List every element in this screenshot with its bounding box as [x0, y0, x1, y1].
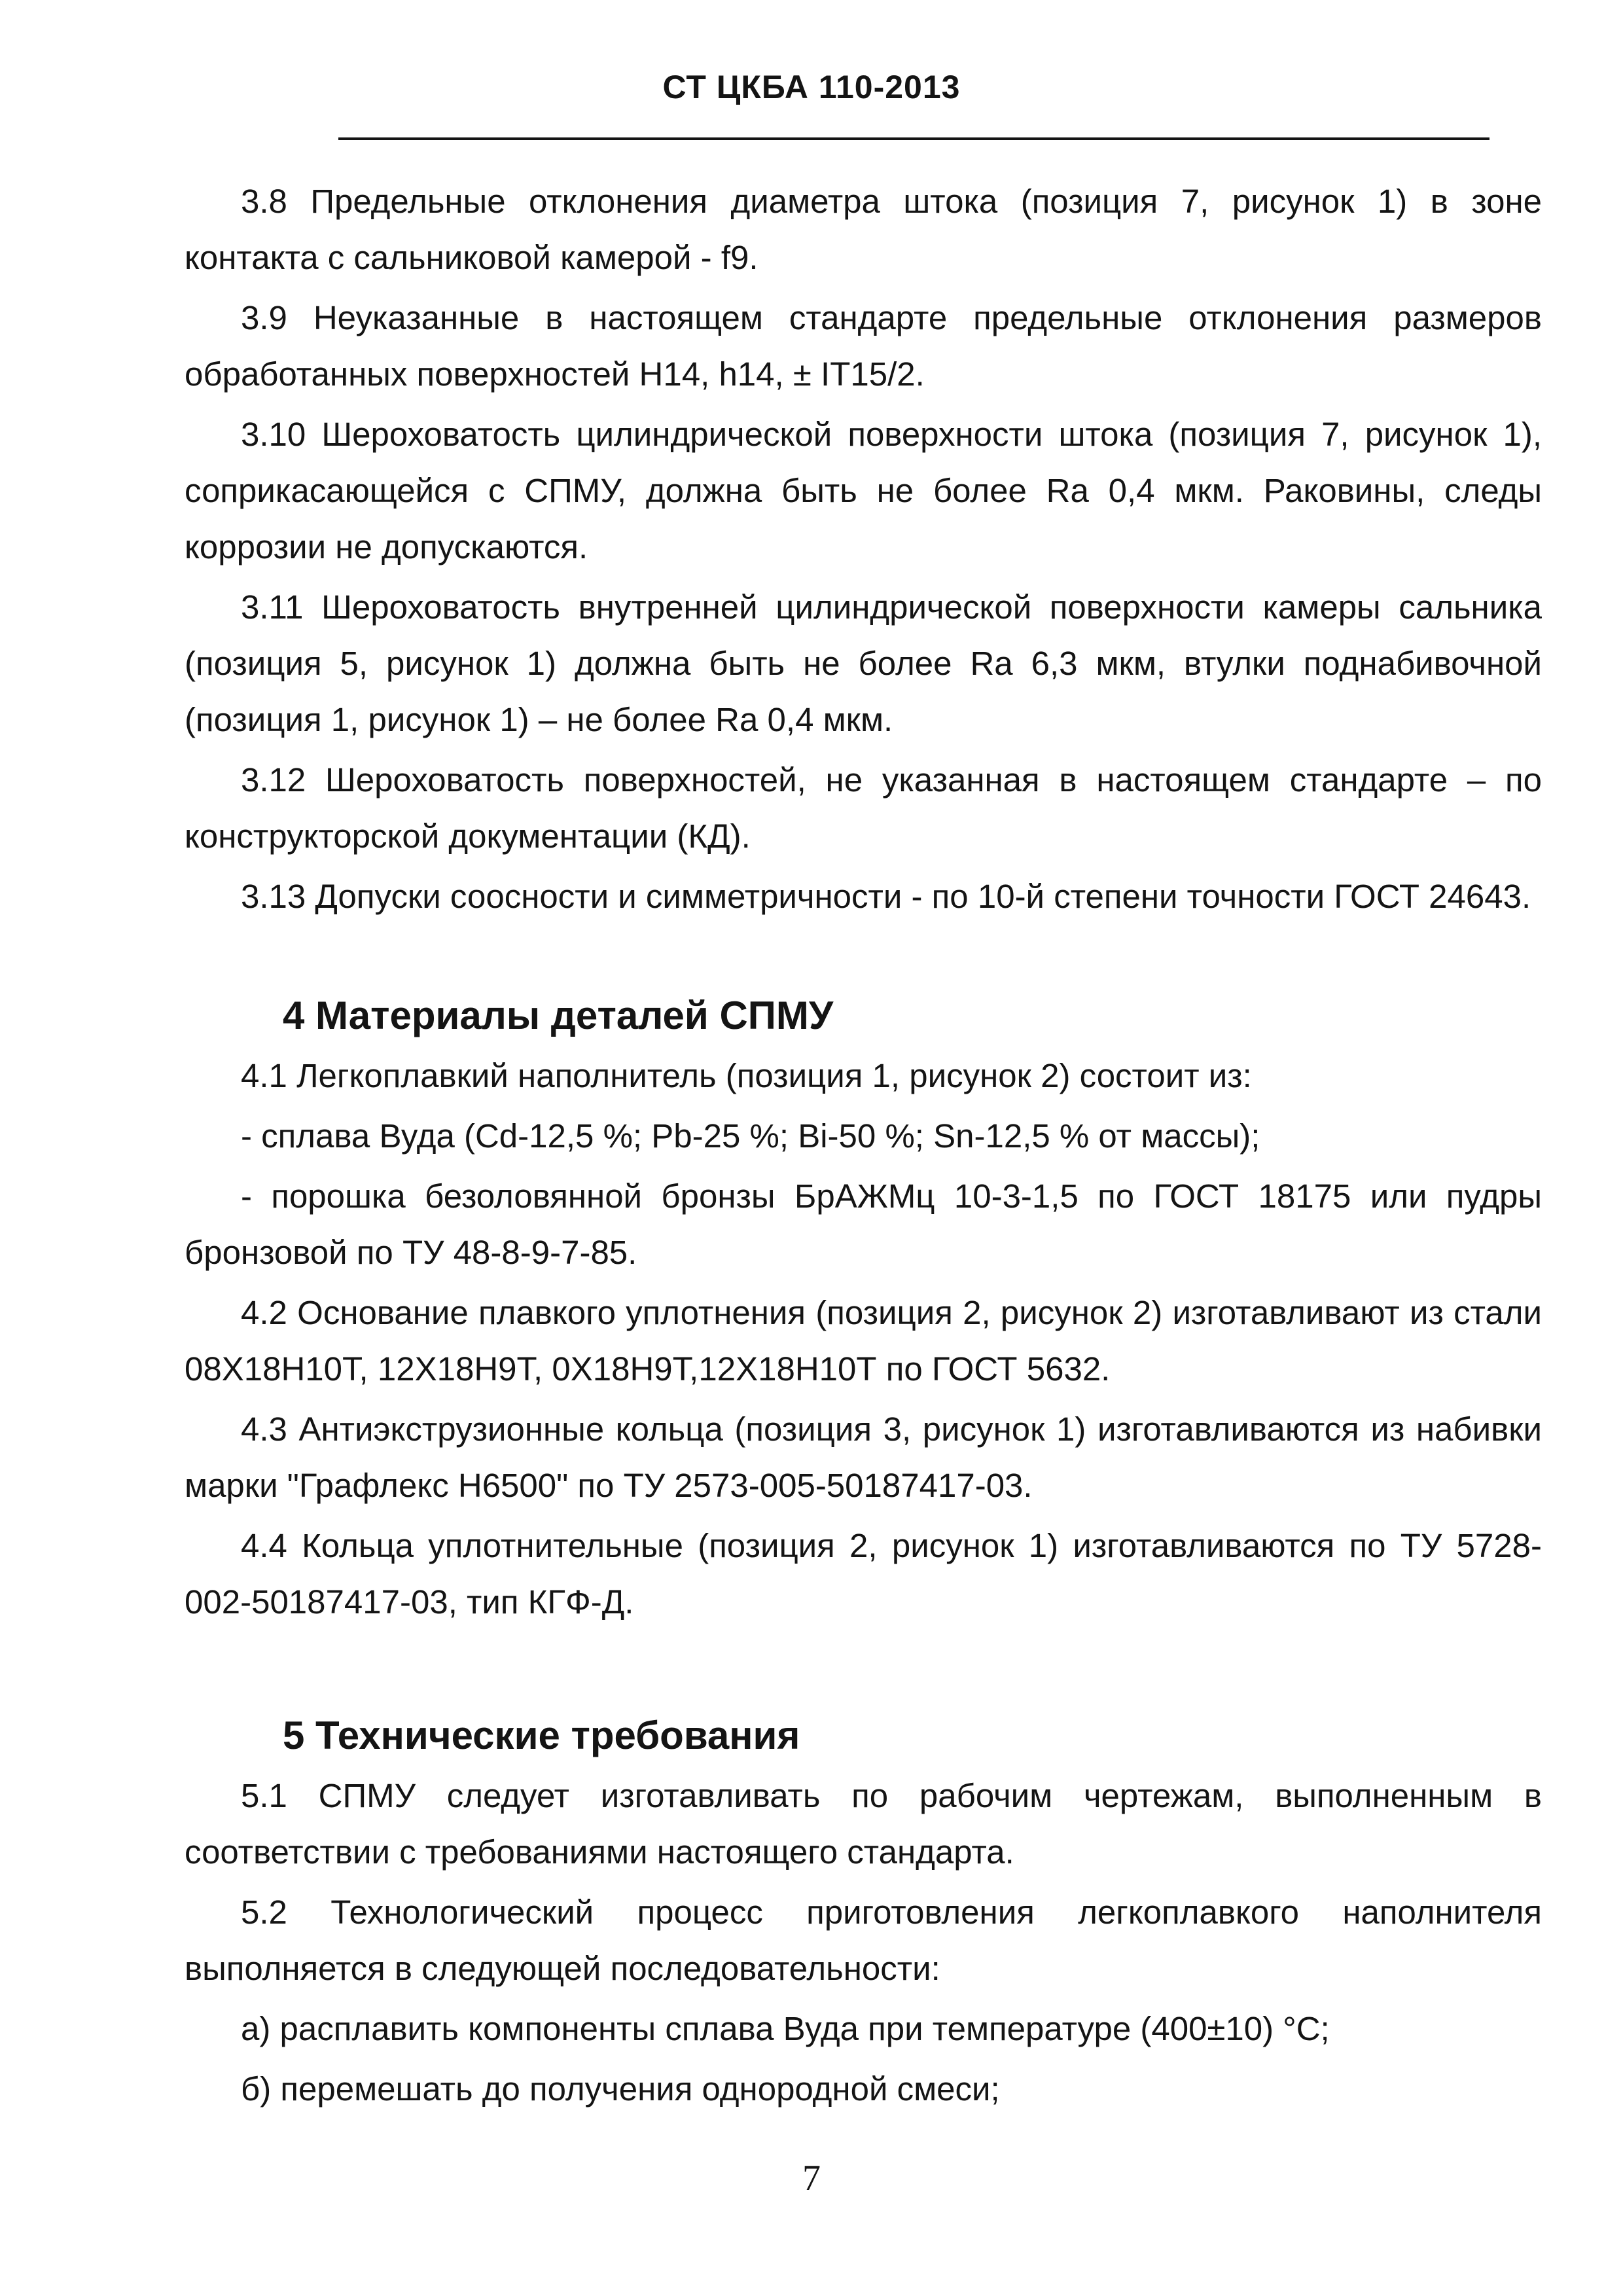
clause-3-11: 3.11 Шероховатость внутренней цилиндрической поверхности камеры сальника (позиция 5, рисунок 1) должна быть не более Ra 6,3 мкм, втулки поднабивочной (позиция 1, рисунок 1) – не более Ra 0,4 мкм.: [185, 588, 1542, 738]
document-code: СТ ЦКБА 110-2013: [662, 69, 961, 105]
clause-4-1-item-2: - порошка безоловянной бронзы БрАЖМц 10-3-1,5 по ГОСТ 18175 или пудры бронзовой по ТУ 48-8-9-7-85.: [185, 1177, 1542, 1271]
clause-4-1-item-1: - сплава Вуда (Cd-12,5 %; Pb-25 %; Bi-50 %; Sn-12,5 % от массы);: [241, 1117, 1260, 1155]
clause-3-10: 3.10 Шероховатость цилиндрической поверхности штока (позиция 7, рисунок 1), соприкасающейся с СПМУ, должна быть не более Ra 0,4 мкм. Раковины, следы коррозии не допускаются.: [185, 416, 1542, 565]
clause-3-9: 3.9 Неуказанные в настоящем стандарте предельные отклонения размеров обработанных поверхностей H14, h14, ± IT15/2.: [185, 299, 1542, 393]
clause-5-2: 5.2 Технологический процесс приготовления легкоплавкого наполнителя выполняется в следующей последовательности:: [185, 1893, 1542, 1987]
clause-5-1: 5.1 СПМУ следует изготавливать по рабочим чертежам, выполненным в соответствии с требованиями настоящего стандарта.: [185, 1777, 1542, 1871]
clause-3-13: 3.13 Допуски соосности и симметричности - по 10-й степени точности ГОСТ 24643.: [241, 878, 1531, 915]
header-rule: [338, 137, 1489, 140]
clause-5-2-item-a: а) расплавить компоненты сплава Вуда при температуре (400±10) °С;: [241, 2010, 1330, 2047]
page-number: 7: [802, 2158, 821, 2198]
clause-4-4: 4.4 Кольца уплотнительные (позиция 2, рисунок 1) изготавливаются по ТУ 5728-002-50187417-03, тип КГФ-Д.: [185, 1527, 1542, 1621]
page-content: [185, 173, 1542, 2121]
clause-3-12: 3.12 Шероховатость поверхностей, не указанная в настоящем стандарте – по конструкторской документации (КД).: [185, 761, 1542, 855]
clause-4-1: 4.1 Легкоплавкий наполнитель (позиция 1, рисунок 2) состоит из:: [241, 1057, 1252, 1094]
clause-3-8: 3.8 Предельные отклонения диаметра штока (позиция 7, рисунок 1) в зоне контакта с сальниковой камерой - f9.: [185, 183, 1542, 276]
clause-4-2: 4.2 Основание плавкого уплотнения (позиция 2, рисунок 2) изготавливают из стали 08Х18Н10Т, 12Х18Н9Т, 0Х18Н9Т,12Х18Н10Т по ГОСТ 5632.: [185, 1294, 1542, 1388]
section-4-heading: 4 Материалы деталей СПМУ: [283, 994, 834, 1037]
clause-5-2-item-b: б) перемешать до получения однородной смеси;: [241, 2070, 1000, 2108]
clause-4-3: 4.3 Антиэкструзионные кольца (позиция 3, рисунок 1) изготавливаются из набивки марки "Графлекс Н6500" по ТУ 2573-005-50187417-03.: [185, 1410, 1542, 1504]
section-5-heading: 5 Технические требования: [283, 1713, 800, 1757]
